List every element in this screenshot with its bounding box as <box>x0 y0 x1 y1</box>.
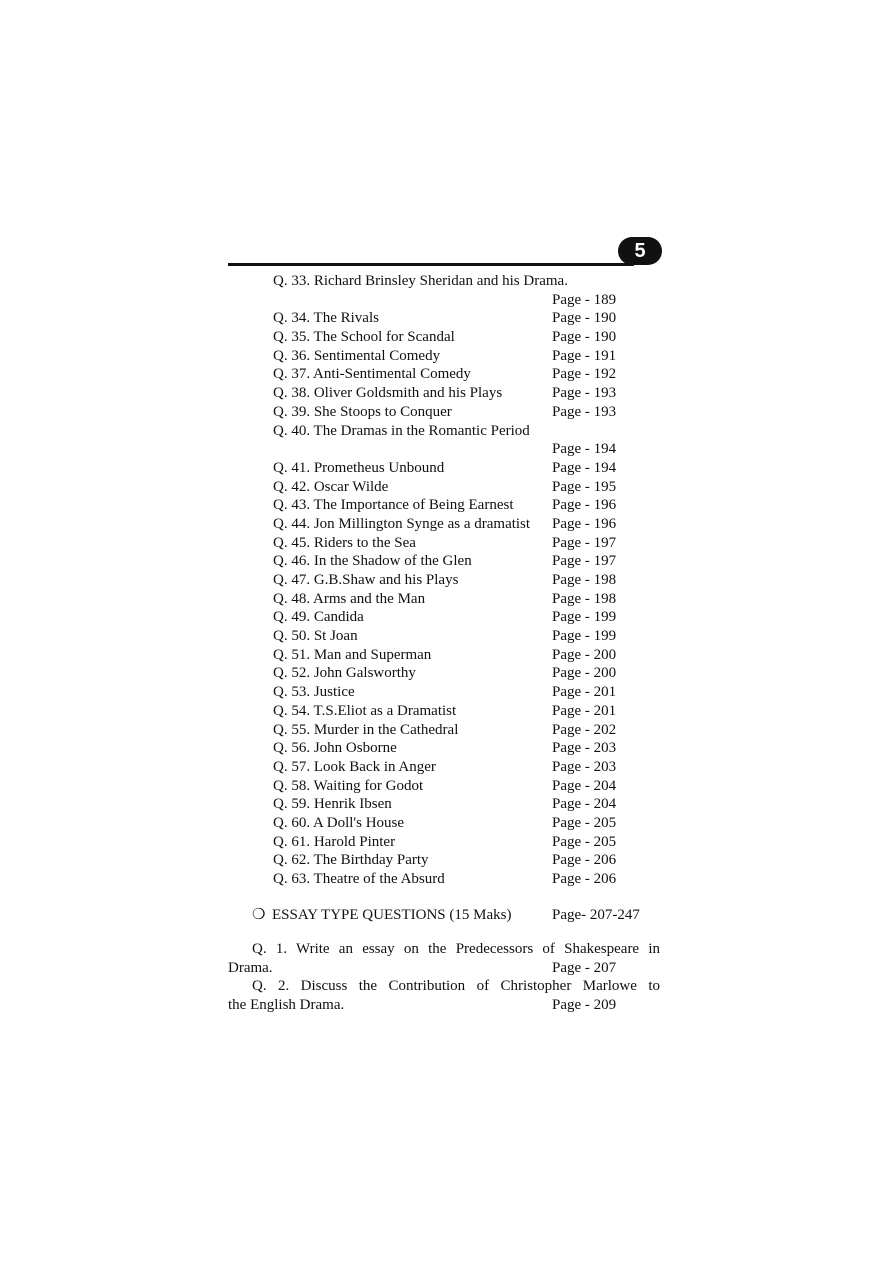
toc-page-reference: Page - 192 <box>552 366 617 383</box>
toc-row <box>0 309 892 328</box>
toc-row <box>0 347 892 366</box>
toc-page-reference: Page - 200 <box>552 646 617 663</box>
toc-page-reference: Page - 201 <box>552 684 617 701</box>
essay-question <box>228 977 660 1014</box>
essay-question-text: Q. 2. Discuss the Contribution of Christopher Marlowe to <box>252 978 660 994</box>
toc-question-title: Q. 33. Richard Brinsley Sheridan and his Drama. <box>273 273 568 289</box>
toc-page-reference: Page - 201 <box>552 702 617 719</box>
toc-page-reference: Page - 191 <box>552 347 617 364</box>
toc-question-title: Q. 54. T.S.Eliot as a Dramatist <box>273 702 457 719</box>
toc-row <box>0 272 892 291</box>
toc-question-title: Q. 62. The Birthday Party <box>273 852 429 869</box>
toc-page-reference: Page - 189 <box>552 291 617 308</box>
toc-row <box>0 459 892 478</box>
toc-question-title: Q. 60. A Doll's House <box>273 814 405 831</box>
toc-row <box>0 590 892 609</box>
toc-question-title: Q. 47. G.B.Shaw and his Plays <box>273 572 459 588</box>
toc-page-reference: Page - 204 <box>552 777 617 794</box>
toc-page-reference: Page - 194 <box>552 441 617 458</box>
toc-row <box>0 739 892 758</box>
toc-row <box>0 515 892 534</box>
toc-question-title: Q. 37. Anti-Sentimental Comedy <box>273 366 471 383</box>
toc-question-title: Q. 58. Waiting for Godot <box>273 777 424 794</box>
toc-page-reference: Page - 199 <box>552 609 617 626</box>
toc-row <box>0 608 892 627</box>
toc-question-title: Q. 53. Justice <box>273 684 355 701</box>
toc-row <box>0 403 892 422</box>
toc-page-reference: Page - 196 <box>552 515 617 532</box>
toc-page-reference: Page - 203 <box>552 758 617 775</box>
toc-row <box>0 365 892 384</box>
toc-question-title: Q. 46. In the Shadow of the Glen <box>273 553 472 570</box>
toc-question-title: Q. 55. Murder in the Cathedral <box>273 721 459 738</box>
toc-row <box>0 440 892 459</box>
page-number-badge: 5 <box>618 237 662 265</box>
toc-row <box>0 627 892 646</box>
toc-question-title: Q. 35. The School for Scandal <box>273 329 455 346</box>
toc-row <box>0 683 892 702</box>
essay-section-page-range: Page- 207-247 <box>552 907 640 923</box>
toc-question-title: Q. 56. John Osborne <box>273 740 397 757</box>
toc-question-title: Q. 59. Henrik Ibsen <box>273 796 392 813</box>
header-rule <box>228 263 634 266</box>
essay-question-page: Page - 207 <box>552 959 617 976</box>
essay-question-list <box>228 940 660 1014</box>
toc-question-title: Q. 48. Arms and the Man <box>273 590 426 607</box>
toc-row <box>0 534 892 553</box>
toc-row <box>0 814 892 833</box>
toc-row <box>0 795 892 814</box>
toc-question-title: Q. 42. Oscar Wilde <box>273 478 389 495</box>
toc-row <box>0 571 892 590</box>
toc-page-reference: Page - 193 <box>552 403 617 420</box>
toc-row <box>0 833 892 852</box>
toc-page-reference: Page - 206 <box>552 871 617 887</box>
toc-row <box>0 422 892 441</box>
toc-page-reference: Page - 202 <box>552 721 617 738</box>
toc-row <box>0 777 892 796</box>
essay-question <box>228 940 660 977</box>
toc-page-reference: Page - 204 <box>552 796 617 813</box>
toc-question-title: Q. 36. Sentimental Comedy <box>273 347 441 364</box>
toc-page-reference: Page - 200 <box>552 665 617 682</box>
toc-question-title: Q. 38. Oliver Goldsmith and his Plays <box>273 385 503 402</box>
toc-row <box>0 291 892 310</box>
toc-question-title: Q. 61. Harold Pinter <box>273 833 396 850</box>
toc-page-reference: Page - 199 <box>552 628 617 645</box>
essay-question-text: Q. 1. Write an essay on the Predecessors of Shakespeare in <box>252 941 660 957</box>
toc-page-reference: Page - 197 <box>552 534 617 551</box>
toc-page-reference: Page - 198 <box>552 590 617 607</box>
toc-question-title: Q. 52. John Galsworthy <box>273 665 416 682</box>
essay-section-title: ESSAY TYPE QUESTIONS (15 Maks) <box>272 907 512 923</box>
toc-page-reference: Page - 206 <box>552 852 617 869</box>
toc-question-title: Q. 50. St Joan <box>273 628 358 645</box>
toc-row <box>0 328 892 347</box>
essay-section-heading <box>252 906 640 925</box>
toc-row <box>0 702 892 721</box>
toc-page-reference: Page - 195 <box>552 478 617 495</box>
toc-page-reference: Page - 190 <box>552 310 617 327</box>
toc-page-reference: Page - 203 <box>552 740 617 757</box>
toc-row <box>0 851 892 870</box>
toc-question-title: Q. 45. Riders to the Sea <box>273 534 416 551</box>
toc-row <box>0 646 892 665</box>
toc-question-title: Q. 63. Theatre of the Absurd <box>273 871 445 887</box>
circle-bullet-icon: ❍ <box>252 907 266 923</box>
toc-row <box>0 384 892 403</box>
toc-question-title: Q. 39. She Stoops to Conquer <box>273 403 452 420</box>
toc-row <box>0 664 892 683</box>
toc-page-reference: Page - 196 <box>552 497 617 514</box>
toc-row <box>0 552 892 571</box>
toc-question-title: Q. 44. Jon Millington Synge as a dramatist <box>273 515 531 532</box>
toc-page-reference: Page - 198 <box>552 572 617 588</box>
toc-question-title: Q. 43. The Importance of Being Earnest <box>273 497 514 514</box>
essay-question-text-continued: Drama. <box>228 959 273 976</box>
toc-page-reference: Page - 197 <box>552 553 617 570</box>
toc-question-title: Q. 49. Candida <box>273 609 364 626</box>
toc-row <box>0 478 892 497</box>
toc-page-reference: Page - 190 <box>552 329 617 346</box>
toc-page-reference: Page - 194 <box>552 459 617 476</box>
toc-question-title: Q. 41. Prometheus Unbound <box>273 459 445 476</box>
essay-question-page: Page - 209 <box>552 996 617 1013</box>
toc-row <box>0 758 892 777</box>
toc-question-title: Q. 40. The Dramas in the Romantic Period <box>273 422 530 439</box>
toc-question-title: Q. 51. Man and Superman <box>273 646 432 663</box>
toc-question-title: Q. 57. Look Back in Anger <box>273 758 436 775</box>
toc-question-title: Q. 34. The Rivals <box>273 310 379 327</box>
toc-row <box>0 870 892 889</box>
toc-page-reference: Page - 193 <box>552 385 617 402</box>
toc-row <box>0 721 892 740</box>
table-of-contents <box>0 272 892 889</box>
toc-page-reference: Page - 205 <box>552 814 617 831</box>
toc-page-reference: Page - 205 <box>552 833 617 850</box>
toc-row <box>0 496 892 515</box>
essay-question-text-continued: the English Drama. <box>228 996 345 1013</box>
